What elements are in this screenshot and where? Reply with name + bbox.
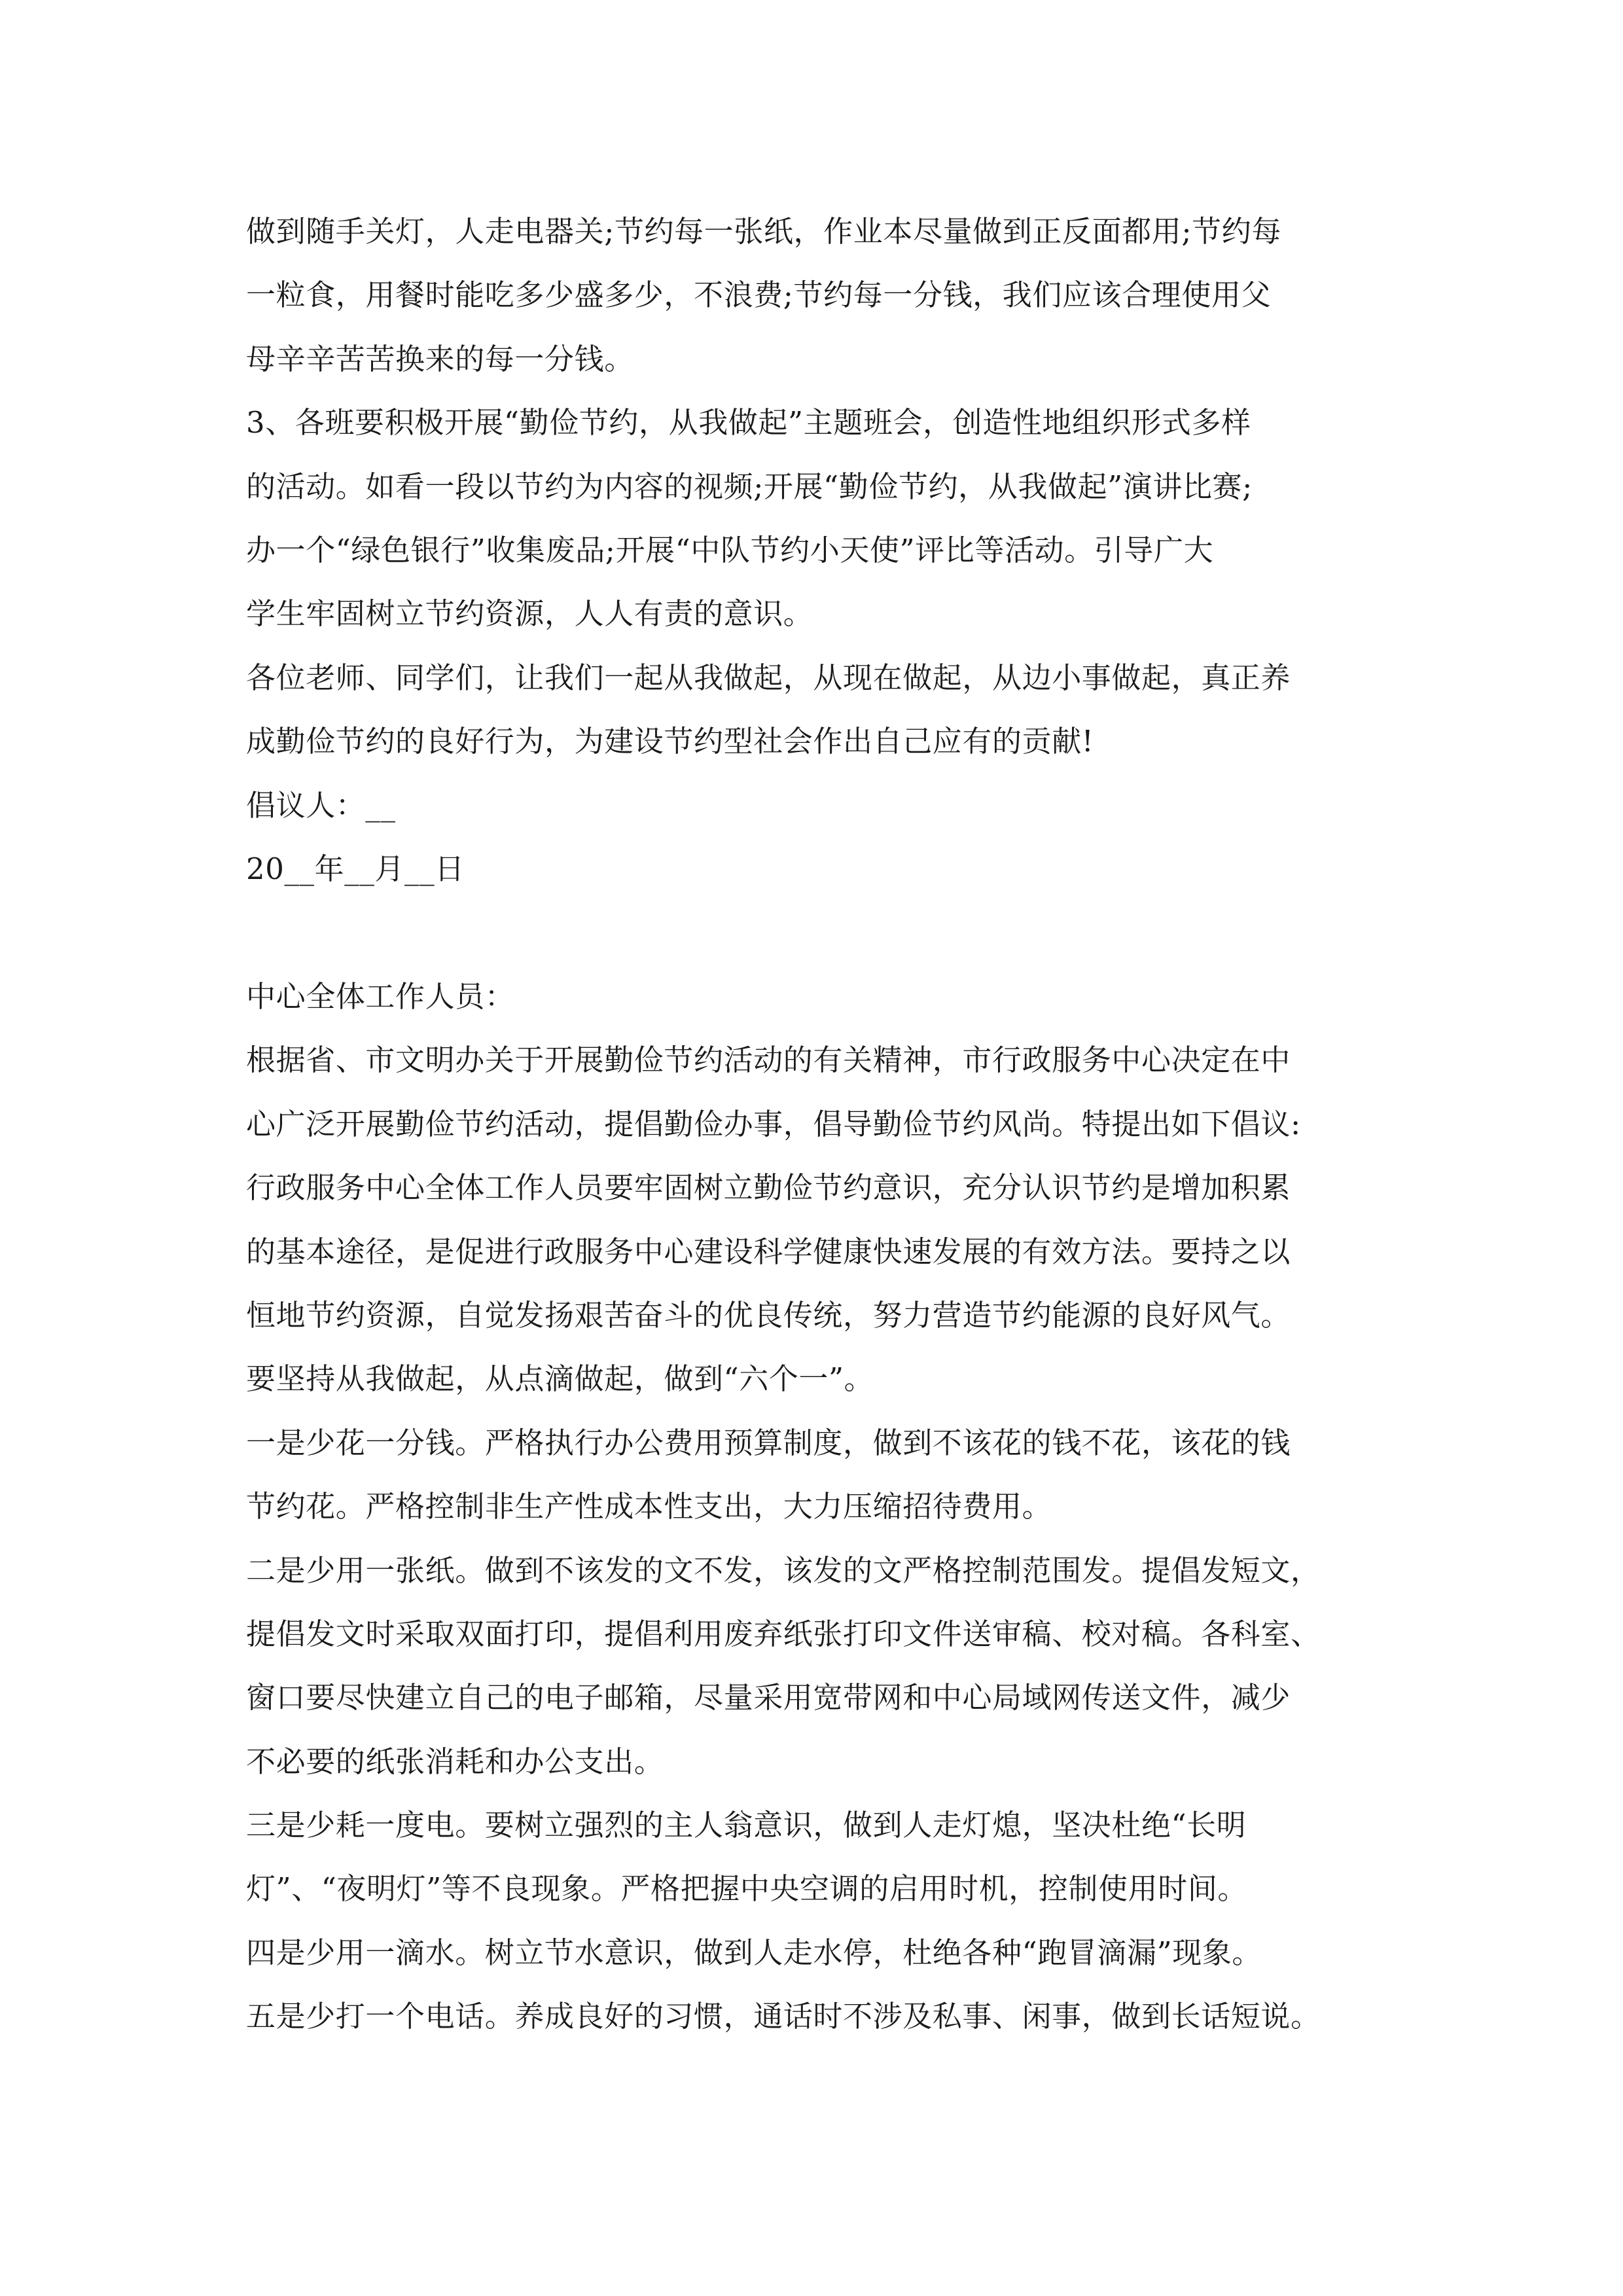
text-line: 三是少耗一度电。要树立强烈的主人翁意识，做到人走灯熄，坚决杜绝“长明: [246, 1808, 1247, 1843]
text-line: 恒地节约资源，自觉发扬艰苦奋斗的优良传统，努力营造节约能源的良好风气。: [246, 1297, 1291, 1333]
text-line: 窗口要尽快建立自己的电子邮箱，尽量采用宽带网和中心局域网传送文件，减少: [246, 1680, 1291, 1715]
text-line: 3、各班要积极开展“勤俭节约，从我做起”主题班会，创造性地组织形式多样: [246, 405, 1251, 440]
text-line: 做到随手关灯，人走电器关;节约每一张纸，作业本尽量做到正反面都用;节约每: [246, 214, 1281, 249]
text-block-center-initiative: [246, 965, 1385, 2049]
text-line: 二是少用一张纸。做到不该发的文不发，该发的文严格控制范围发。提倡发短文，: [246, 1552, 1321, 1588]
signature-line: 倡议人：__: [246, 787, 396, 823]
text-line: 心广泛开展勤俭节约活动，提倡勤俭办事，倡导勤俭节约风尚。特提出如下倡议:: [246, 1106, 1301, 1141]
text-line: 行政服务中心全体工作人员要牢固树立勤俭节约意识，充分认识节约是增加积累: [246, 1170, 1291, 1206]
text-line: 的活动。如看一段以节约为内容的视频;开展“勤俭节约，从我做起”演讲比赛;: [246, 469, 1253, 504]
salutation-line: 中心全体工作人员：: [246, 979, 515, 1014]
text-line: 学生牢固树立节约资源，人人有责的意识。: [246, 596, 813, 632]
text-line: 根据省、市文明办关于开展勤俭节约活动的有关精神，市行政服务中心决定在中: [246, 1043, 1291, 1078]
text-line: 灯”、“夜明灯”等不良现象。严格把握中央空调的启用时机，控制使用时间。: [246, 1871, 1248, 1907]
text-line: 办一个“绿色银行”收集废品;开展“中队节约小天使”评比等活动。引导广大: [246, 532, 1214, 567]
text-line: 母辛辛苦苦换来的每一分钱。: [246, 341, 634, 376]
text-line: 提倡发文时采取双面打印，提倡利用废弃纸张打印文件送审稿、校对稿。各科室、: [246, 1616, 1321, 1651]
text-line: 的基本途径，是促进行政服务中心建设科学健康快速发展的有效方法。要持之以: [246, 1234, 1291, 1269]
text-line: 要坚持从我做起，从点滴做起，做到“六个一”。: [246, 1361, 874, 1397]
text-line: 各位老师、同学们，让我们一起从我做起，从现在做起，从边小事做起，真正养: [246, 660, 1291, 695]
text-line: 节约花。严格控制非生产性成本性支出，大力压缩招待费用。: [246, 1489, 1052, 1524]
text-line: 五是少打一个电话。养成良好的习惯，通话时不涉及私事、闲事，做到长话短说。: [246, 1999, 1321, 2034]
text-line: 不必要的纸张消耗和办公支出。: [246, 1744, 664, 1779]
text-line: 一粒食，用餐时能吃多少盛多少，不浪费;节约每一分钱，我们应该合理使用父: [246, 278, 1272, 313]
text-line: 成勤俭节约的良好行为，为建设节约型社会作出自己应有的贡献!: [246, 724, 1094, 759]
text-line: 四是少用一滴水。树立节水意识，做到人走水停，杜绝各种“跑冒滴漏”现象。: [246, 1935, 1262, 1970]
date-line: 20__年__月__日: [246, 851, 465, 886]
text-block-initiative-end: [246, 200, 1385, 901]
text-line: 一是少花一分钱。严格执行办公费用预算制度，做到不该花的钱不花，该花的钱: [246, 1425, 1291, 1460]
